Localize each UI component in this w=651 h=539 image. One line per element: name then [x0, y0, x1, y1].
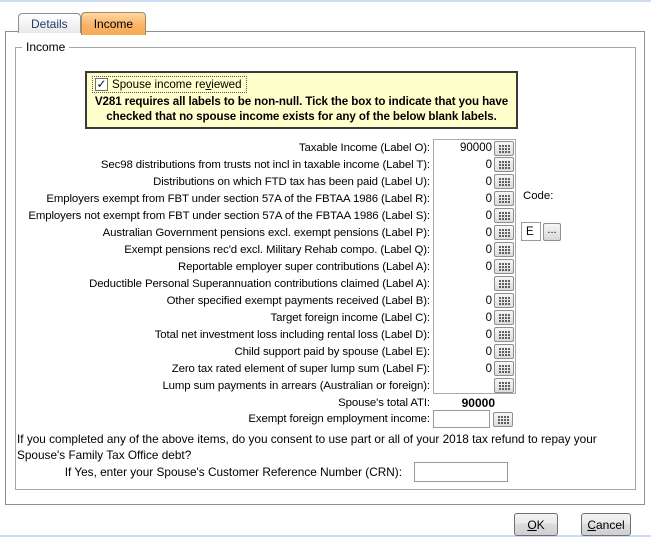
- income-field-row: [15, 343, 516, 360]
- calculator-button[interactable]: [494, 242, 514, 257]
- income-field-row: [15, 360, 516, 377]
- calculator-button[interactable]: [494, 225, 514, 240]
- income-field-row: [15, 292, 516, 309]
- field-label: Other specified exempt payments received (Label B):: [166, 294, 430, 307]
- calculator-button[interactable]: [494, 344, 514, 359]
- calculator-grid-icon: [497, 415, 510, 424]
- exempt-foreign-income-row: [15, 410, 514, 428]
- field-value-input[interactable]: 0: [485, 175, 492, 188]
- field-value-cell: [433, 377, 516, 394]
- field-label: Sec98 distributions from trusts not incl in taxable income (Label T):: [100, 158, 430, 171]
- consent-question-text: If you completed any of the above items, do you consent to use part or all of your 2018 tax refund to repay your Spouse's Family Tax Office debt?: [17, 432, 597, 462]
- tab-details[interactable]: Details: [18, 13, 81, 33]
- v281-warning-text: V281 requires all labels to be non-null. Tick the box to indicate that you have checked that no spouse income exists for any of the below blank labels.: [94, 95, 509, 123]
- spouse-income-warning-box: [85, 71, 518, 129]
- income-field-row: [15, 241, 516, 258]
- field-label: Zero tax rated element of super lump sum (Label F):: [171, 362, 430, 375]
- cancel-button[interactable]: Cancel: [581, 513, 631, 536]
- calculator-grid-icon: [498, 211, 511, 220]
- calculator-grid-icon: [498, 160, 511, 169]
- code-label: Code:: [523, 190, 554, 202]
- calculator-button[interactable]: [494, 378, 514, 393]
- code-browse-button[interactable]: ...: [543, 223, 561, 241]
- spouse-reviewed-focus-rect[interactable]: [92, 76, 247, 93]
- calculator-button[interactable]: [494, 361, 514, 376]
- field-value-cell: [433, 139, 516, 156]
- field-label: Exempt pensions rec'd excl. Military Rehab compo. (Label Q):: [124, 243, 430, 256]
- income-field-row: [15, 156, 516, 173]
- window-top-accent: [0, 0, 651, 2]
- field-value-input[interactable]: 0: [485, 260, 492, 273]
- field-value-input[interactable]: 0: [485, 209, 492, 222]
- calculator-grid-icon: [498, 245, 511, 254]
- spouse-total-ati-value: 90000: [461, 396, 495, 410]
- spouse-reviewed-row: [92, 76, 516, 93]
- field-label: Distributions on which FTD tax has been paid (Label U):: [153, 175, 430, 188]
- calculator-grid-icon: [498, 279, 511, 288]
- spouse-reviewed-label[interactable]: Spouse income reviewed: [112, 78, 242, 91]
- field-label: Reportable employer super contributions (Label A):: [177, 260, 430, 273]
- field-value-cell: [433, 326, 516, 343]
- calculator-button[interactable]: [493, 412, 513, 427]
- field-label: Child support paid by spouse (Label E):: [234, 345, 430, 358]
- field-value-cell: [433, 258, 516, 275]
- spouse-reviewed-checkbox[interactable]: ✓: [96, 77, 107, 91]
- field-label: Australian Government pensions excl. exempt pensions (Label P):: [102, 226, 430, 239]
- spouse-total-ati-row: [15, 396, 495, 410]
- code-field: [521, 222, 561, 241]
- field-label: Employers exempt from FBT under section 57A of the FBTAA 1986 (Label R):: [46, 192, 430, 205]
- field-label: Deductible Personal Superannuation contributions claimed (Label A):: [89, 277, 430, 290]
- calculator-button[interactable]: [494, 174, 514, 189]
- calculator-button[interactable]: [494, 191, 514, 206]
- income-field-row: [15, 326, 516, 343]
- field-value-input[interactable]: 0: [485, 311, 492, 324]
- field-value-input[interactable]: 0: [485, 328, 492, 341]
- field-value-input[interactable]: 0: [485, 345, 492, 358]
- field-value-cell: [433, 224, 516, 241]
- calculator-grid-icon: [498, 262, 511, 271]
- income-rows: [15, 139, 516, 394]
- income-field-row: [15, 207, 516, 224]
- field-label: Taxable Income (Label O):: [298, 141, 430, 154]
- field-value-input[interactable]: 90000: [460, 142, 492, 154]
- calculator-button[interactable]: [494, 259, 514, 274]
- calculator-grid-icon: [498, 381, 511, 390]
- income-field-row: [15, 173, 516, 190]
- field-value-cell: [433, 360, 516, 377]
- income-groupbox-title: Income: [22, 40, 69, 54]
- income-field-row: [15, 258, 516, 275]
- exempt-foreign-income-input[interactable]: [433, 410, 490, 428]
- calculator-grid-icon: [498, 228, 511, 237]
- field-value-cell: [433, 292, 516, 309]
- calculator-button[interactable]: [494, 327, 514, 342]
- calculator-button[interactable]: [494, 276, 514, 291]
- calculator-grid-icon: [498, 347, 511, 356]
- ok-button[interactable]: OK: [514, 513, 558, 536]
- field-value-cell: [433, 207, 516, 224]
- field-value-input[interactable]: 0: [485, 226, 492, 239]
- field-value-input[interactable]: 0: [485, 362, 492, 375]
- income-field-row: [15, 275, 516, 292]
- income-field-row: [15, 377, 516, 394]
- calculator-button[interactable]: [494, 310, 514, 325]
- calculator-button[interactable]: [494, 141, 514, 156]
- calculator-button[interactable]: [494, 157, 514, 172]
- income-field-row: [15, 309, 516, 326]
- crn-input[interactable]: [414, 462, 508, 482]
- calculator-button[interactable]: [494, 293, 514, 308]
- field-value-input[interactable]: 0: [485, 158, 492, 171]
- exempt-foreign-income-label: Exempt foreign employment income:: [248, 413, 430, 425]
- field-label: Lump sum payments in arrears (Australian or foreign):: [162, 379, 430, 392]
- calculator-grid-icon: [498, 177, 511, 186]
- crn-row: [17, 462, 508, 482]
- field-label: Employers not exempt from FBT under section 57A of the FBTAA 1986 (Label S):: [28, 209, 430, 222]
- field-label: Total net investment loss including rental loss (Label D):: [154, 328, 430, 341]
- calculator-grid-icon: [498, 330, 511, 339]
- field-value-cell: [433, 309, 516, 326]
- calculator-grid-icon: [498, 296, 511, 305]
- calculator-grid-icon: [498, 364, 511, 373]
- spouse-total-ati-label: Spouse's total ATI:: [338, 397, 430, 409]
- calculator-button[interactable]: [494, 208, 514, 223]
- field-value-input[interactable]: 0: [485, 192, 492, 205]
- field-value-cell: [433, 190, 516, 207]
- field-value-cell: [433, 156, 516, 173]
- field-value-cell: [433, 173, 516, 190]
- field-value-cell: [433, 343, 516, 360]
- field-value-cell: [433, 241, 516, 258]
- crn-label: If Yes, enter your Spouse's Customer Reference Number (CRN):: [64, 465, 402, 479]
- calculator-grid-icon: [498, 313, 511, 322]
- field-value-input[interactable]: 0: [485, 243, 492, 256]
- tab-income[interactable]: Income: [81, 12, 146, 35]
- code-input[interactable]: E: [521, 222, 541, 241]
- field-value-cell: [433, 275, 516, 292]
- calculator-grid-icon: [498, 144, 511, 153]
- field-value-input[interactable]: 0: [485, 294, 492, 307]
- income-field-row: [15, 190, 516, 207]
- income-field-row: [15, 139, 516, 156]
- field-label: Target foreign income (Label C):: [270, 311, 430, 324]
- income-field-row: [15, 224, 516, 241]
- tab-strip: [18, 12, 146, 33]
- calculator-grid-icon: [498, 194, 511, 203]
